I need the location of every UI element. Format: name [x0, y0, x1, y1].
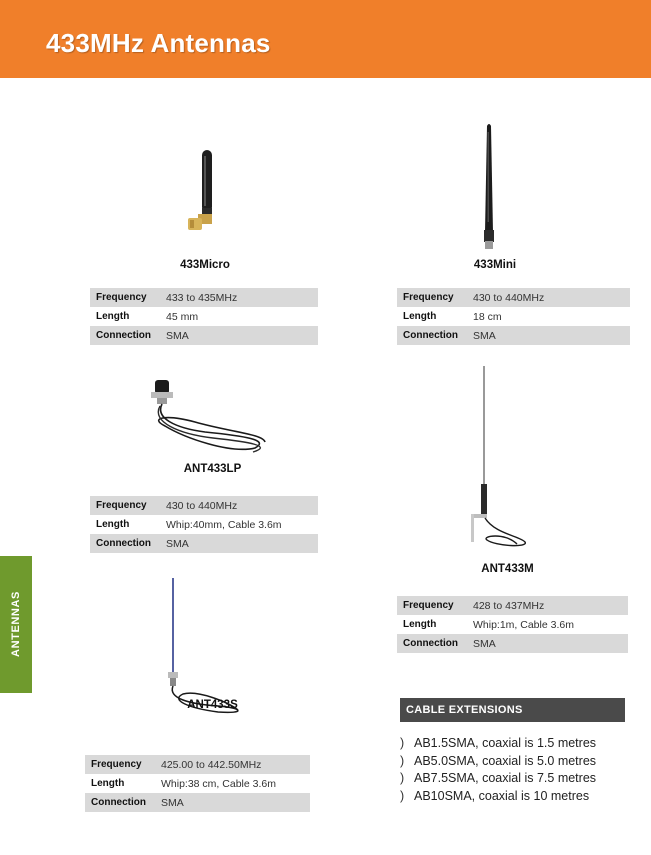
spec-value: 430 to 440MHz [160, 496, 318, 515]
spec-value: SMA [160, 534, 318, 553]
spec-value: Whip:40mm, Cable 3.6m [166, 518, 282, 531]
spec-value: 45 mm [166, 310, 199, 323]
spec-value: 428 to 437MHz [467, 596, 628, 615]
list-item-text: AB10SMA, coaxial is 10 metres [414, 788, 590, 803]
cable-extensions-title: CABLE EXTENSIONS [406, 704, 523, 716]
spec-row [397, 288, 630, 307]
bullet-icon: ) [400, 771, 405, 785]
spec-label: Connection [397, 634, 467, 653]
spec-label: Length [96, 311, 130, 322]
433micro-antenna-image [180, 148, 225, 236]
spec-value: 18 cm [473, 310, 502, 323]
list-item [400, 771, 596, 789]
list-item-text: AB7.5SMA, coaxial is 7.5 metres [414, 771, 597, 785]
list-item-text: AB5.0SMA, coaxial is 5.0 metres [414, 753, 597, 768]
spec-row [397, 634, 628, 653]
spec-table-433micro [90, 288, 318, 345]
spec-table-ant433m [397, 596, 628, 653]
product-name-433mini: 433Mini [473, 259, 517, 271]
spec-row [90, 307, 318, 326]
list-item [400, 754, 596, 772]
spec-label: Connection [90, 326, 160, 345]
spec-label: Frequency [90, 496, 160, 515]
spec-row [397, 615, 628, 634]
spec-row [397, 326, 630, 345]
product-name-ant433lp: ANT433LP [183, 463, 242, 475]
spec-label: Frequency [90, 288, 160, 307]
product-name-433micro: 433Micro [180, 259, 230, 271]
bullet-icon: ) [400, 736, 405, 750]
section-side-tab [0, 556, 32, 693]
spec-label: Frequency [85, 755, 155, 774]
spec-value: SMA [160, 326, 318, 345]
list-item-text: AB1.5SMA, coaxial is 1.5 metres [414, 736, 597, 750]
spec-row [85, 793, 310, 812]
product-name-ant433s: ANT433S [187, 699, 238, 711]
spec-label: Length [403, 311, 437, 322]
spec-value: Whip:38 cm, Cable 3.6m [161, 777, 276, 790]
page-title: 433MHz Antennas [46, 28, 271, 58]
side-tab-label: ANTENNAS [10, 591, 22, 657]
spec-row [85, 755, 310, 774]
spec-label: Connection [85, 793, 155, 812]
spec-value: Whip:1m, Cable 3.6m [473, 618, 574, 631]
spec-value: SMA [155, 793, 310, 812]
spec-value: SMA [467, 634, 628, 653]
spec-label: Length [91, 778, 125, 789]
spec-label: Connection [90, 534, 160, 553]
spec-row [90, 326, 318, 345]
spec-label: Length [96, 519, 130, 530]
spec-value: 425.00 to 442.50MHz [155, 755, 310, 774]
bullet-icon: ) [400, 753, 405, 768]
spec-label: Length [403, 619, 437, 630]
spec-row [90, 496, 318, 515]
ant433lp-antenna-image [135, 378, 275, 456]
spec-value: 430 to 440MHz [467, 288, 630, 307]
spec-table-433mini [397, 288, 630, 345]
spec-label: Connection [397, 326, 467, 345]
page-header [0, 0, 651, 78]
spec-label: Frequency [397, 596, 467, 615]
ant433s-antenna-image [158, 576, 248, 716]
spec-row [397, 307, 630, 326]
spec-row [90, 534, 318, 553]
spec-table-ant433s [85, 755, 310, 812]
spec-label: Frequency [397, 288, 467, 307]
cable-extensions-list [400, 736, 596, 806]
spec-value: SMA [467, 326, 630, 345]
spec-row [397, 596, 628, 615]
spec-row [90, 288, 318, 307]
spec-row [90, 515, 318, 534]
ant433m-antenna-image [465, 364, 535, 554]
product-name-ant433m: ANT433M [481, 563, 534, 575]
bullet-icon: ) [400, 788, 405, 803]
spec-row [85, 774, 310, 793]
433mini-antenna-image [478, 122, 500, 252]
spec-table-ant433lp [90, 496, 318, 553]
list-item [400, 789, 596, 807]
spec-value: 433 to 435MHz [160, 288, 318, 307]
list-item [400, 736, 596, 754]
cable-extensions-heading [400, 698, 625, 722]
